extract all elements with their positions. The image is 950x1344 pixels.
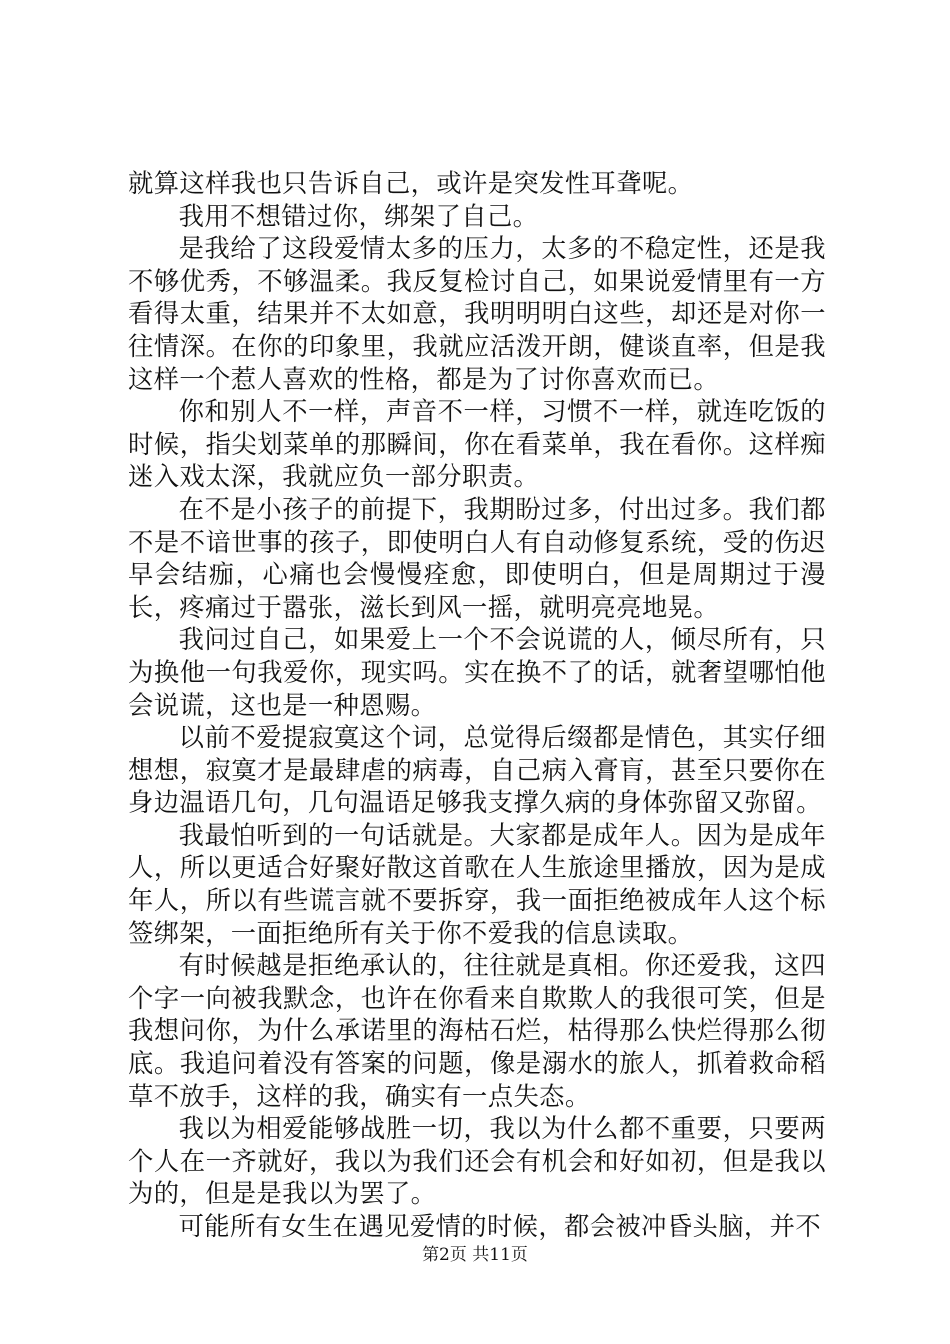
paragraph: 我问过自己，如果爱上一个不会说谎的人，倾尽所有，只为换他一句我爱你，现实吗。实在换不了的话，就奢望哪怕他会说谎，这也是一种恩赐。 — [128, 625, 826, 720]
paragraph: 以前不爱提寂寞这个词，总觉得后缀都是情色，其实仔细想想，寂寞才是最肆虐的病毒，自己病入膏肓，甚至只要你在身边温语几句，几句温语足够我支撑久病的身体弥留又弥留。 — [128, 723, 826, 818]
paragraph: 可能所有女生在遇见爱情的时候，都会被冲昏头脑，并不 — [178, 1212, 822, 1241]
paragraph: 就算这样我也只告诉自己，或许是突发性耳聋呢。 — [128, 169, 694, 198]
paragraph: 有时候越是拒绝承认的，往往就是真相。你还爱我，这四个字一向被我默念，也许在你看来自欺欺人的我很可笑，但是我想问你，为什么承诺里的海枯石烂，枯得那么快烂得那么彻底。我追问着没有答案的问题，像是溺水的旅人，抓着救命稻草不放手，这样的我，确实有一点失态。 — [128, 951, 826, 1111]
paragraph: 我以为相爱能够战胜一切，我以为什么都不重要，只要两个人在一齐就好，我以为我们还会有机会和好如初，但是我以为的，但是是我以为罢了。 — [128, 1114, 826, 1209]
paragraph: 你和别人不一样，声音不一样，习惯不一样，就连吃饭的时候，指尖划菜单的那瞬间，你在看菜单，我在看你。这样痴迷入戏太深，我就应负一部分职责。 — [128, 397, 826, 492]
paragraph: 我用不想错过你，绑架了自己。 — [178, 201, 539, 231]
document-body — [128, 168, 826, 1244]
paragraph: 我最怕听到的一句话就是。大家都是成年人。因为是成年人，所以更适合好聚好散这首歌在人生旅途里播放，因为是成年人，所以有些谎言就不要拆穿，我一面拒绝被成年人这个标签绑架，一面拒绝所有关于你不爱我的信息读取。 — [128, 820, 826, 948]
paragraph: 是我给了这段爱情太多的压力，太多的不稳定性，还是我不够优秀，不够温柔。我反复检讨自己，如果说爱情里有一方看得太重，结果并不太如意，我明明明白这些，却还是对你一往情深。在你的印象里，我就应活泼开朗，健谈直率，但是我这样一个惹人喜欢的性格，都是为了讨你喜欢而已。 — [128, 234, 826, 394]
paragraph: 在不是小孩子的前提下，我期盼过多，付出过多。我们都不是不谙世事的孩子，即使明白人有自动修复系统，受的伤迟早会结痂，心痛也会慢慢痊愈，即使明白，但是周期过于漫长，疼痛过于嚣张，滋长到风一摇，就明亮亮地晃。 — [128, 494, 826, 622]
page-number-footer: 第2页 共11页 — [422, 1245, 528, 1265]
